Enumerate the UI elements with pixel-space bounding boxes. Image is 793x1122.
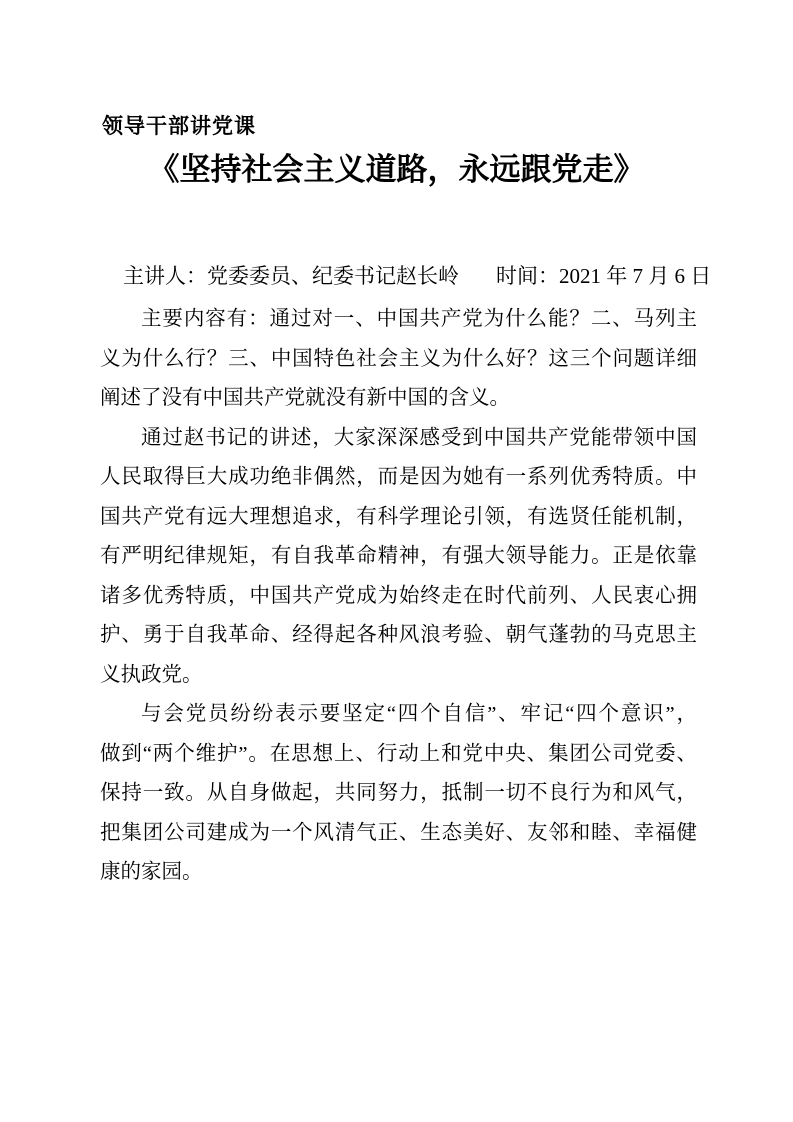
body-line: 把集团公司建成为一个风清气正、生态美好、友邻和睦、幸福健 (100, 821, 697, 844)
body-paragraph (100, 695, 697, 893)
document-body (100, 300, 697, 893)
document-title: 《坚持社会主义道路，永远跟党走》 (148, 152, 645, 187)
body-line: 人民取得巨大成功绝非偶然，而是因为她有一系列优秀特质。中 (100, 466, 697, 488)
body-line: 保持一致。从自身做起，共同努力，抵制一切不良行为和风气， (100, 782, 697, 804)
body-line: 阐述了没有中国共产党就没有新中国的含义。 (100, 387, 510, 409)
meta-time: 时间：2021 年 7 月 6 日 (496, 264, 712, 288)
body-line: 义为什么行？三、中国特色社会主义为什么好？这三个问题详细 (100, 347, 697, 370)
body-paragraph (100, 419, 697, 696)
body-paragraph (100, 300, 697, 419)
meta-speaker: 主讲人：党委委员、纪委书记赵长岭 (123, 264, 459, 288)
body-line: 与会党员纷纷表示要坚定“四个自信”、牢记“四个意识”， (141, 703, 697, 725)
body-line: 康的家园。 (100, 861, 203, 883)
document-kicker: 领导干部讲党课 (102, 115, 256, 138)
body-line: 通过赵书记的讲述，大家深深感受到中国共产党能带领中国 (141, 426, 697, 449)
body-line: 做到“两个维护”。在思想上、行动上和党中央、集团公司党委、 (100, 742, 697, 765)
body-line: 义执政党。 (100, 663, 203, 686)
body-line: 主要内容有：通过对一、中国共产党为什么能？二、马列主 (141, 308, 697, 330)
body-line: 诸多优秀特质，中国共产党成为始终走在时代前列、人民衷心拥 (100, 584, 697, 607)
body-line: 国共产党有远大理想追求，有科学理论引领，有选贤任能机制， (100, 505, 697, 528)
body-line: 有严明纪律规矩，有自我革命精神，有强大领导能力。正是依靠 (100, 545, 697, 567)
body-line: 护、勇于自我革命、经得起各种风浪考验、朝气蓬勃的马克思主 (100, 624, 697, 646)
